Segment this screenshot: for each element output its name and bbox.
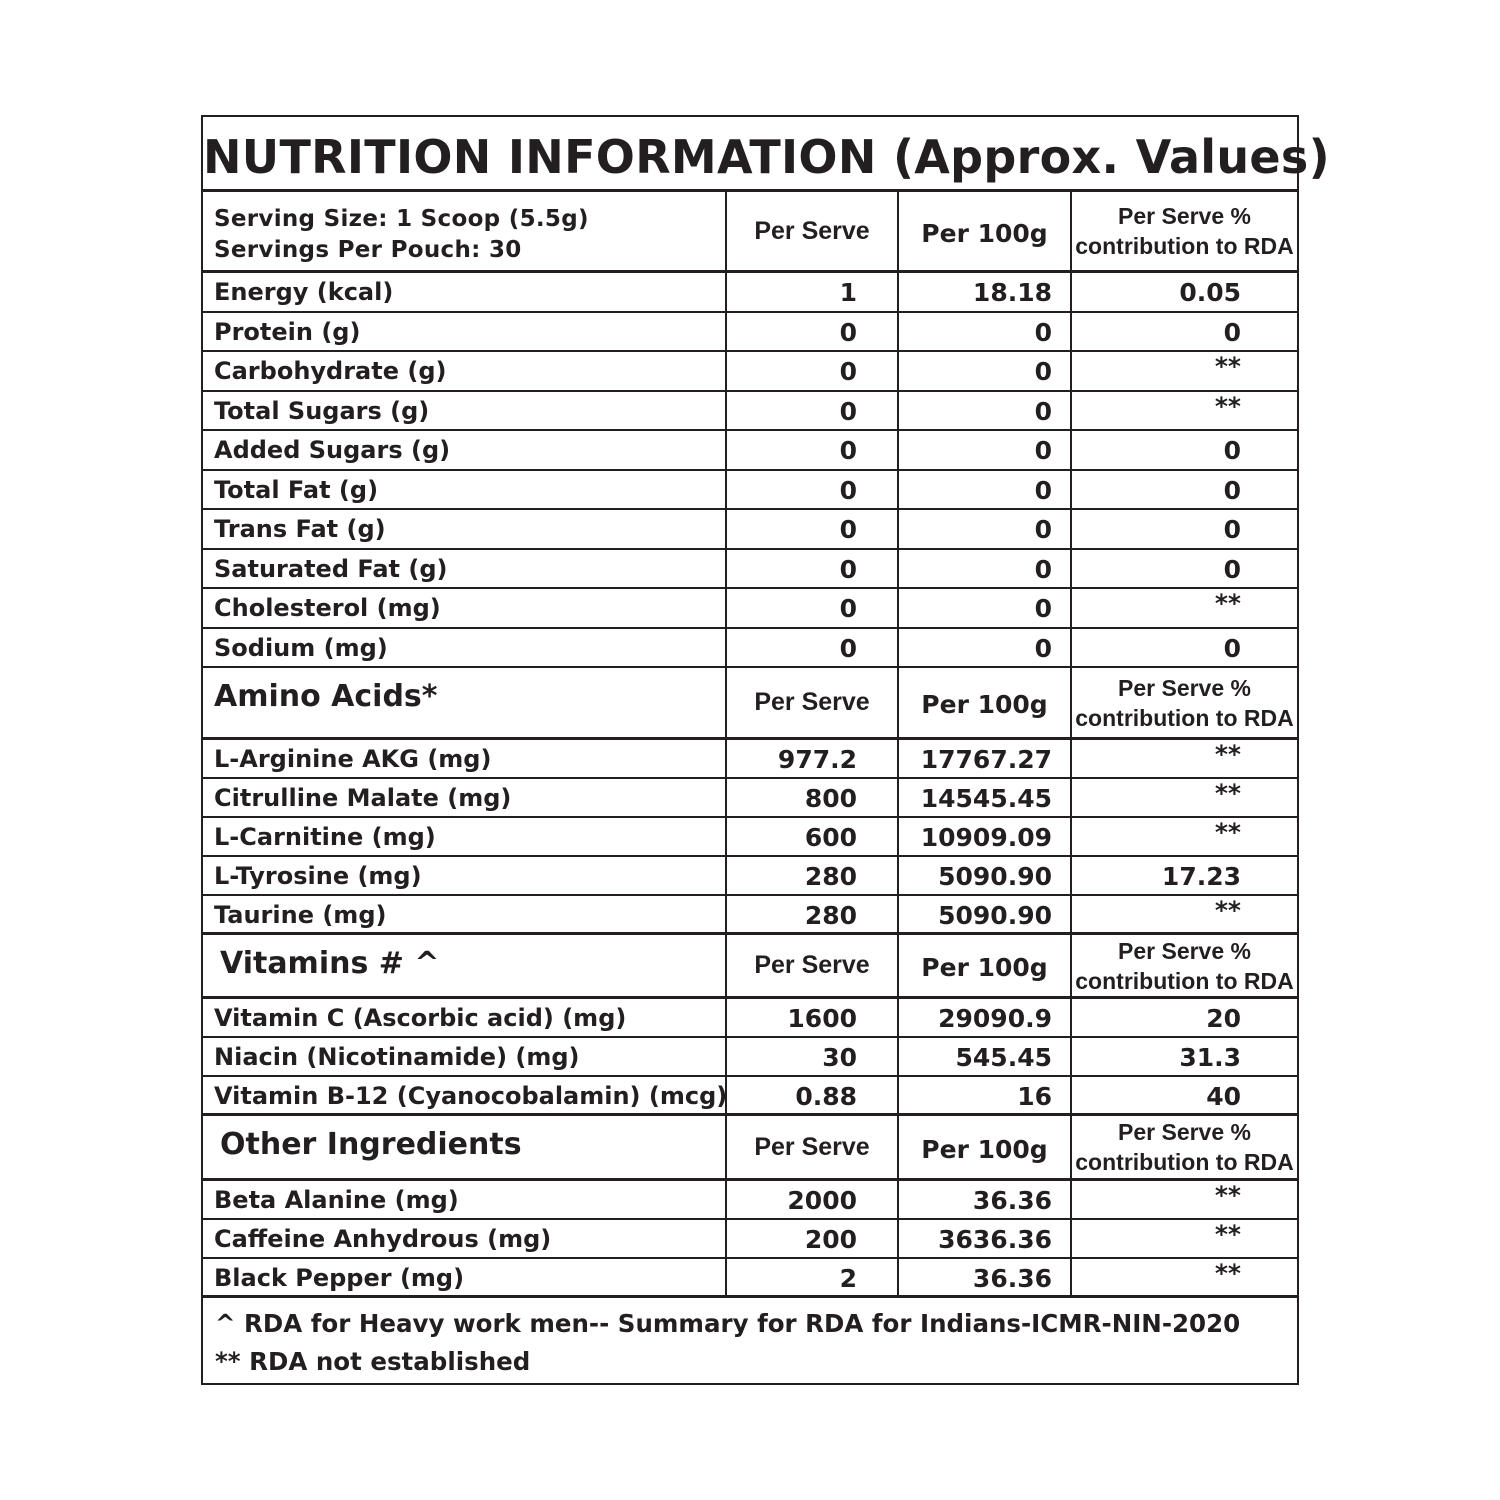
per-100g-value-cell <box>899 999 1072 1036</box>
vitamins-heading: Vitamins # ^ <box>203 935 727 996</box>
rda-value: 20 <box>1206 1004 1241 1033</box>
per-serve-value-cell <box>727 818 899 855</box>
per-serve-value: 0 <box>839 554 857 584</box>
per-100g-value-cell <box>899 740 1072 777</box>
per-100g-value: 5090.90 <box>938 901 1052 930</box>
table-row <box>203 510 1297 550</box>
per-serve-value-cell <box>727 999 899 1036</box>
vitamins-header-row <box>203 935 1297 999</box>
rda-value-cell <box>1072 589 1297 627</box>
col-header-rda-line1: Per Serve % <box>1118 203 1251 229</box>
other-col-per-serve: Per Serve <box>727 1116 899 1178</box>
serving-info <box>203 192 727 270</box>
rda-value: ** <box>1214 1181 1241 1210</box>
footnotes <box>203 1297 1297 1383</box>
per-100g-value: 17767.27 <box>920 745 1052 774</box>
rda-value-cell <box>1072 1077 1297 1113</box>
per-serve-value-cell <box>727 273 899 311</box>
table-row <box>203 999 1297 1038</box>
per-100g-value-cell <box>899 1181 1072 1218</box>
footnote-rda-source: ^ RDA for Heavy work men-- Summary for RDA for Indians-ICMR-NIN-2020 <box>215 1309 1241 1338</box>
per-100g-value: 3636.36 <box>938 1225 1052 1254</box>
table-row <box>203 273 1297 313</box>
row-name: L-Tyrosine (mg) <box>214 862 422 890</box>
row-name: L-Carnitine (mg) <box>214 823 436 851</box>
amino-col-rda-line2: contribution to RDA <box>1075 704 1294 731</box>
per-100g-value-cell <box>899 273 1072 311</box>
per-serve-value: 280 <box>804 862 857 891</box>
row-name: Niacin (Nicotinamide) (mg) <box>214 1043 580 1071</box>
per-serve-value: 0 <box>839 396 857 426</box>
per-serve-value-cell <box>727 313 899 351</box>
per-serve-value: 0 <box>839 515 857 544</box>
per-serve-value-cell <box>727 1259 899 1295</box>
rda-value: 0 <box>1223 436 1241 465</box>
table-row <box>203 1259 1297 1298</box>
table-row <box>203 392 1297 432</box>
servings-per-pouch: Servings Per Pouch: 30 <box>214 237 522 263</box>
row-name: Protein (g) <box>214 317 361 346</box>
row-name-cell <box>203 1038 727 1075</box>
row-name: Beta Alanine (mg) <box>214 1186 459 1214</box>
vitamins-col-rda-line1: Per Serve % <box>1118 937 1251 964</box>
per-serve-value: 1 <box>839 278 857 307</box>
table-row <box>203 589 1297 629</box>
rda-value-cell <box>1072 999 1297 1036</box>
nutrition-panel <box>201 115 1330 1385</box>
col-header-per-100g: Per 100g <box>899 192 1072 270</box>
row-name-cell <box>203 273 727 311</box>
row-name-cell <box>203 1181 727 1218</box>
per-serve-value: 600 <box>804 823 857 852</box>
per-100g-value-cell <box>899 550 1072 588</box>
rda-value-cell <box>1072 629 1297 667</box>
row-name-cell <box>203 1220 727 1257</box>
row-name-cell <box>203 431 727 469</box>
rda-value: ** <box>1214 391 1241 421</box>
row-name-cell <box>203 857 727 894</box>
per-100g-value: 10909.09 <box>920 823 1052 852</box>
row-name-cell <box>203 1077 727 1113</box>
per-serve-value-cell <box>727 1220 899 1257</box>
rda-value-cell <box>1072 740 1297 777</box>
per-100g-value-cell <box>899 857 1072 894</box>
table-row <box>203 1038 1297 1077</box>
row-name: Total Fat (g) <box>214 475 379 504</box>
row-name: Black Pepper (mg) <box>214 1264 465 1292</box>
per-100g-value: 0 <box>1034 436 1052 465</box>
row-name-cell <box>203 510 727 548</box>
rda-value-cell <box>1072 1038 1297 1075</box>
row-name: L-Arginine AKG (mg) <box>214 745 492 773</box>
rda-value-cell <box>1072 550 1297 588</box>
rda-value: ** <box>1214 352 1241 381</box>
per-100g-value-cell <box>899 392 1072 430</box>
per-100g-value-cell <box>899 313 1072 351</box>
table-row <box>203 1181 1297 1220</box>
per-100g-value-cell <box>899 510 1072 548</box>
per-100g-value-cell <box>899 1259 1072 1295</box>
rda-value-cell <box>1072 471 1297 509</box>
per-serve-value: 280 <box>804 901 857 930</box>
table-row <box>203 313 1297 353</box>
row-name-cell <box>203 740 727 777</box>
vitamins-col-per-100g: Per 100g <box>899 935 1072 996</box>
row-name: Vitamin B-12 (Cyanocobalamin) (mcg) <box>214 1082 728 1110</box>
amino-col-per-serve: Per Serve <box>727 668 899 737</box>
rda-value: 0 <box>1223 515 1241 544</box>
table-row <box>203 1077 1297 1116</box>
table-row <box>203 896 1297 935</box>
per-100g-value-cell <box>899 471 1072 509</box>
per-100g-value: 0 <box>1034 396 1052 426</box>
col-header-rda <box>1072 192 1297 270</box>
per-serve-value: 0 <box>839 317 857 347</box>
row-name: Carbohydrate (g) <box>214 357 447 385</box>
row-name: Caffeine Anhydrous (mg) <box>214 1225 552 1253</box>
rda-value-cell <box>1072 510 1297 548</box>
per-100g-value: 36.36 <box>972 1186 1052 1215</box>
table-row <box>203 818 1297 857</box>
row-name-cell <box>203 471 727 509</box>
vitamins-col-rda-line2: contribution to RDA <box>1075 967 1294 994</box>
per-100g-value-cell <box>899 818 1072 855</box>
amino-heading: Amino Acids* <box>203 668 727 737</box>
table-row <box>203 779 1297 818</box>
per-serve-value: 1600 <box>787 1004 857 1033</box>
per-serve-value: 0.88 <box>795 1082 857 1111</box>
table-row <box>203 857 1297 896</box>
rda-value-cell <box>1072 1220 1297 1257</box>
rda-value: 0 <box>1223 554 1241 584</box>
table-row <box>203 550 1297 590</box>
rda-value: ** <box>1214 589 1241 618</box>
per-serve-value: 30 <box>822 1043 857 1072</box>
row-name-cell <box>203 1259 727 1295</box>
row-name: Saturated Fat (g) <box>214 554 448 583</box>
rda-value: ** <box>1214 818 1241 847</box>
per-100g-value-cell <box>899 629 1072 667</box>
rda-value-cell <box>1072 392 1297 430</box>
rda-value: 31.3 <box>1179 1043 1241 1072</box>
per-serve-value-cell <box>727 589 899 627</box>
per-serve-value-cell <box>727 471 899 509</box>
table-row <box>203 352 1297 392</box>
per-100g-value-cell <box>899 896 1072 932</box>
per-serve-value-cell <box>727 431 899 469</box>
per-100g-value: 0 <box>1034 357 1052 386</box>
per-100g-value: 0 <box>1034 594 1052 623</box>
per-serve-value-cell <box>727 1038 899 1075</box>
per-100g-value-cell <box>899 1038 1072 1075</box>
amino-col-per-100g: Per 100g <box>899 668 1072 737</box>
row-name-cell <box>203 779 727 816</box>
per-100g-value: 0 <box>1034 515 1052 544</box>
row-name: Vitamin C (Ascorbic acid) (mg) <box>214 1004 627 1032</box>
serving-size: Serving Size: 1 Scoop (5.5g) <box>214 206 589 232</box>
per-100g-value-cell <box>899 431 1072 469</box>
other-col-rda-line2: contribution to RDA <box>1075 1149 1294 1175</box>
row-name-cell <box>203 313 727 351</box>
rda-value-cell <box>1072 1259 1297 1295</box>
rda-value: 0.05 <box>1179 278 1241 307</box>
table-row <box>203 431 1297 471</box>
per-serve-value-cell <box>727 740 899 777</box>
per-serve-value: 2 <box>839 1264 857 1293</box>
per-serve-value-cell <box>727 1077 899 1113</box>
col-header-per-serve: Per Serve <box>727 192 899 270</box>
row-name-cell <box>203 999 727 1036</box>
rda-value-cell <box>1072 431 1297 469</box>
rda-value: ** <box>1214 740 1241 769</box>
per-100g-value: 5090.90 <box>938 862 1052 891</box>
rda-value-cell <box>1072 313 1297 351</box>
per-100g-value-cell <box>899 352 1072 390</box>
per-100g-value: 16 <box>1017 1082 1052 1111</box>
other-col-rda-line1: Per Serve % <box>1118 1119 1251 1145</box>
row-name: Trans Fat (g) <box>214 515 386 543</box>
col-header-rda-line2: contribution to RDA <box>1075 233 1294 259</box>
table-row <box>203 1220 1297 1259</box>
per-serve-value: 800 <box>804 784 857 813</box>
row-name-cell <box>203 629 727 667</box>
per-100g-value: 0 <box>1034 554 1052 584</box>
row-name: Energy (kcal) <box>214 278 394 306</box>
table-row <box>203 629 1297 669</box>
per-100g-value: 36.36 <box>972 1264 1052 1293</box>
per-100g-value: 18.18 <box>972 278 1052 307</box>
row-name: Sodium (mg) <box>214 633 388 662</box>
panel-title: NUTRITION INFORMATION (Approx. Values) <box>203 117 1297 192</box>
per-serve-value-cell <box>727 392 899 430</box>
rda-value: 0 <box>1223 475 1241 505</box>
other-col-per-100g: Per 100g <box>899 1116 1072 1178</box>
per-serve-value: 0 <box>839 633 857 663</box>
other-heading: Other Ingredients <box>203 1116 727 1178</box>
amino-col-rda <box>1072 668 1297 737</box>
amino-col-rda-line1: Per Serve % <box>1118 674 1251 701</box>
row-name-cell <box>203 896 727 932</box>
per-100g-value: 0 <box>1034 317 1052 347</box>
row-name-cell <box>203 392 727 430</box>
rda-value-cell <box>1072 818 1297 855</box>
row-name-cell <box>203 550 727 588</box>
serving-header-row <box>203 192 1297 273</box>
row-name-cell <box>203 352 727 390</box>
rda-value: ** <box>1214 779 1241 808</box>
rda-value-cell <box>1072 352 1297 390</box>
per-serve-value: 2000 <box>787 1186 857 1215</box>
per-100g-value-cell <box>899 1077 1072 1113</box>
per-serve-value-cell <box>727 857 899 894</box>
vitamins-col-rda <box>1072 935 1297 996</box>
per-100g-value-cell <box>899 589 1072 627</box>
per-serve-value: 0 <box>839 436 857 465</box>
rda-value-cell <box>1072 896 1297 932</box>
row-name: Added Sugars (g) <box>214 436 451 464</box>
per-serve-value-cell <box>727 896 899 932</box>
per-serve-value: 0 <box>839 357 857 386</box>
per-100g-value-cell <box>899 1220 1072 1257</box>
per-serve-value-cell <box>727 779 899 816</box>
per-serve-value-cell <box>727 352 899 390</box>
other-header-row <box>203 1116 1297 1181</box>
row-name-cell <box>203 818 727 855</box>
per-100g-value: 0 <box>1034 633 1052 663</box>
rda-value-cell <box>1072 857 1297 894</box>
per-serve-value-cell <box>727 510 899 548</box>
row-name: Total Sugars (g) <box>214 396 430 425</box>
row-name: Taurine (mg) <box>214 901 387 929</box>
rda-value-cell <box>1072 273 1297 311</box>
rda-value: 0 <box>1223 317 1241 347</box>
row-name-cell <box>203 589 727 627</box>
rda-value: 0 <box>1223 633 1241 663</box>
per-100g-value: 14545.45 <box>920 784 1052 813</box>
table-row <box>203 740 1297 779</box>
rda-value: ** <box>1214 1220 1241 1249</box>
rda-value: 17.23 <box>1161 862 1241 891</box>
amino-header-row <box>203 668 1297 740</box>
rda-value: ** <box>1214 896 1241 925</box>
table-row <box>203 471 1297 511</box>
vitamins-col-per-serve: Per Serve <box>727 935 899 996</box>
per-serve-value: 977.2 <box>777 745 857 774</box>
per-serve-value: 0 <box>839 475 857 505</box>
rda-value-cell <box>1072 1181 1297 1218</box>
per-100g-value: 0 <box>1034 475 1052 505</box>
per-serve-value-cell <box>727 1181 899 1218</box>
rda-value-cell <box>1072 779 1297 816</box>
per-serve-value-cell <box>727 629 899 667</box>
per-100g-value: 29090.9 <box>938 1004 1052 1033</box>
row-name: Citrulline Malate (mg) <box>214 784 512 812</box>
rda-value: 40 <box>1206 1082 1241 1111</box>
footnote-not-established: ** RDA not established <box>215 1347 531 1376</box>
per-serve-value: 0 <box>839 594 857 623</box>
row-name: Cholesterol (mg) <box>214 594 441 622</box>
per-serve-value-cell <box>727 550 899 588</box>
rda-value: ** <box>1214 1259 1241 1288</box>
other-col-rda <box>1072 1116 1297 1178</box>
per-100g-value-cell <box>899 779 1072 816</box>
per-serve-value: 200 <box>804 1225 857 1254</box>
per-100g-value: 545.45 <box>955 1043 1052 1072</box>
